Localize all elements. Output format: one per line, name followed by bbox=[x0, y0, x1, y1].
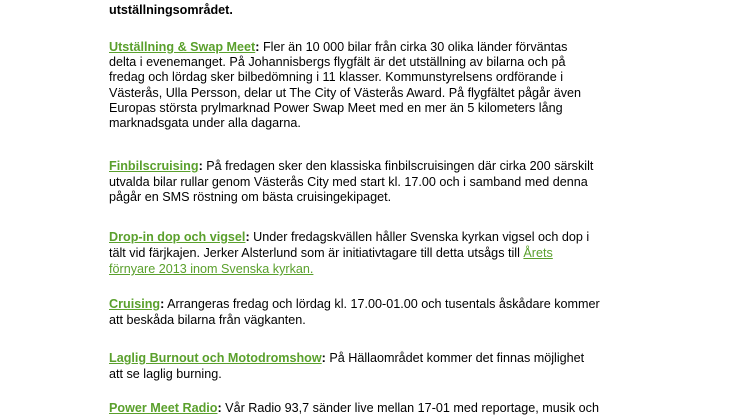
section-utstallning-line-6: marknadsgata under alla dagarna. bbox=[109, 116, 301, 130]
section-finbils-line-2: utvalda bilar rullar genom Västerås City med start kl. 17.00 och i samband med denna bbox=[109, 175, 588, 189]
section-utstallning-line-5: Europas största prylmarknad Power Swap Meet med en mer än 5 kilometers lång bbox=[109, 101, 563, 115]
section-cruising-line-2: att beskåda bilarna från vägkanten. bbox=[109, 313, 306, 327]
section-utstallning-line-2: delta i evenemanget. På Johannisbergs flygfält är det utställning av bilarna och på bbox=[109, 55, 566, 69]
heading-utstallning[interactable]: Utställning & Swap Meet bbox=[109, 40, 256, 54]
heading-laglig-burnout[interactable]: Laglig Burnout och Motodromshow bbox=[109, 351, 322, 365]
section-finbils-line-3: pågår en SMS röstning om bästa cruisingekipaget. bbox=[109, 190, 392, 204]
intro-line: utställningsområdet. bbox=[109, 3, 233, 17]
section-dropin-line-2: tält vid färjkajen. Jerker Alsterlund som är initiativtagare till detta utsågs till Årets bbox=[109, 246, 553, 260]
heading-drop-in[interactable]: Drop-in dop och vigsel bbox=[109, 230, 246, 244]
heading-finbilscruising[interactable]: Finbilscruising bbox=[109, 159, 199, 173]
heading-power-meet-radio[interactable]: Power Meet Radio bbox=[109, 401, 218, 415]
section-radio-line-1: Power Meet Radio: Vår Radio 93,7 sänder live mellan 17-01 med reportage, musik och bbox=[109, 401, 599, 415]
section-dropin-line-3 bbox=[109, 262, 313, 277]
link-arets-fornyare-cont[interactable]: förnyare 2013 inom Svenska kyrkan. bbox=[109, 262, 314, 276]
section-dropin-line-1: Drop-in dop och vigsel: Under fredagskvällen håller Svenska kyrkan vigsel och dop i bbox=[109, 230, 590, 244]
section-burnout-line-1: Laglig Burnout och Motodromshow: På Hällaområdet kommer det finnas möjlighet bbox=[109, 351, 585, 365]
section-finbils-line-1: Finbilscruising: På fredagen sker den klassiska finbilscruisingen där cirka 200 särskilt bbox=[109, 159, 594, 173]
section-burnout-line-2: att se laglig burning. bbox=[109, 367, 222, 381]
section-utstallning-line-4: Västerås, Ulla Persson, delar ut The City of Västerås Award. På flygfältet pågår även bbox=[109, 86, 582, 100]
section-utstallning-line-1: Utställning & Swap Meet: Fler än 10 000 bilar från cirka 30 olika länder förväntas bbox=[109, 40, 568, 54]
link-arets-fornyare[interactable]: Årets bbox=[523, 246, 553, 260]
section-cruising-line-1: Cruising: Arrangeras fredag och lördag kl. 17.00-01.00 och tusentals åskådare kommer bbox=[109, 297, 600, 311]
heading-cruising[interactable]: Cruising bbox=[109, 297, 161, 311]
section-utstallning-line-3: fredag och lördag sker bilbedömning i 11 klasser. Kommunstyrelsens ordförande i bbox=[109, 70, 564, 84]
